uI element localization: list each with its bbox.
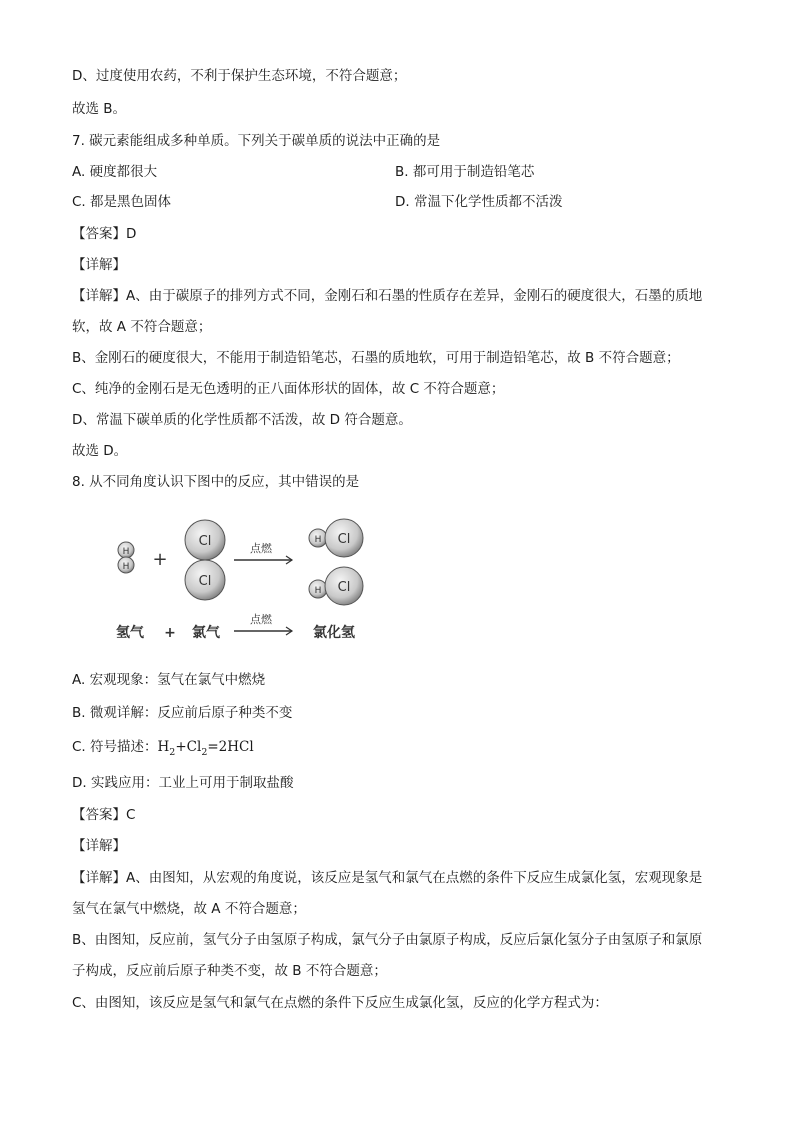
cl-atom-label: Cl: [198, 574, 212, 589]
hydrogen-molecule: [118, 542, 134, 573]
chemical-equation: $H_2+Cl_2=2HCl$: [157, 739, 254, 758]
question-7-answer: 【答案】D: [72, 226, 137, 242]
h-atom-label: H: [122, 562, 130, 572]
hcl-molecule: [309, 519, 363, 557]
text-line: 【详解】A、由图知，从宏观的角度说，该反应是氢气和氯气在点燃的条件下反应生成氯化氢，宏观现象是: [72, 870, 703, 886]
text-line: B、金刚石的硬度很大，不能用于制造铅笔芯，石墨的质地软，可用于制造铅笔芯，故 B 不符合题意；: [72, 350, 680, 366]
h-atom-label: H: [314, 586, 322, 596]
question-7-option-c: C. 都是黑色固体: [72, 194, 172, 210]
text-line: D、常温下碳单质的化学性质都不活泼，故 D 符合题意。: [72, 412, 412, 428]
condition-label: 点燃: [250, 613, 272, 626]
cl-atom-label: Cl: [337, 532, 351, 547]
chlorine-molecule: [185, 520, 225, 600]
question-8-option-c: [72, 737, 254, 759]
text-line: 【详解】A、由于碳原子的排列方式不同，金刚石和石墨的性质存在差异，金刚石的硬度很大，石墨的质地: [72, 288, 703, 304]
text-line: 氢气在氯气中燃烧，故 A 不符合题意；: [72, 901, 306, 917]
word-hydrogen: 氢气: [116, 625, 144, 641]
question-7-option-d: D. 常温下化学性质都不活泼: [395, 194, 563, 210]
word-plus: +: [164, 625, 176, 641]
question-7-option-a: A. 硬度都很大: [72, 164, 158, 180]
option-c-label: C. 符号描述：: [72, 739, 158, 755]
h-atom-label: H: [314, 535, 322, 545]
cl-atom-label: Cl: [337, 580, 351, 595]
text-line: C、由图知，该反应是氢气和氯气在点燃的条件下反应生成氯化氢，反应的化学方程式为：: [72, 995, 608, 1011]
text-line: 软，故 A 不符合题意；: [72, 319, 212, 335]
word-hydrogen-chloride: 氯化氢: [313, 625, 355, 641]
question-7-detail-heading: 【详解】: [72, 257, 126, 273]
text-line: B、由图知，反应前，氢气分子由氢原子构成，氯气分子由氯原子构成，反应后氯化氢分子由氢原子和氯原: [72, 932, 703, 948]
question-8-option-b: B. 微观详解：反应前后原子种类不变: [72, 705, 293, 721]
text-line: 故选 D。: [72, 443, 128, 459]
h-atom-label: H: [122, 547, 130, 557]
question-7-option-b: B. 都可用于制造铅笔芯: [395, 164, 535, 180]
cl-atom-label: Cl: [198, 534, 212, 549]
reaction-diagram: [108, 510, 370, 644]
condition-label: 点燃: [250, 542, 272, 555]
text-line: 故选 B。: [72, 101, 127, 117]
word-chlorine: 氯气: [192, 625, 220, 641]
question-8-answer: 【答案】C: [72, 807, 136, 823]
question-7-stem: 7. 碳元素能组成多种单质。下列关于碳单质的说法中正确的是: [72, 133, 441, 149]
word-equation: [116, 612, 356, 641]
text-line: 子构成，反应前后原子种类不变，故 B 不符合题意；: [72, 963, 387, 979]
question-8-stem: 8. 从不同角度认识下图中的反应，其中错误的是: [72, 474, 360, 490]
question-8-option-a: A. 宏观现象：氢气在氯气中燃烧: [72, 672, 266, 688]
plus-sign: +: [152, 549, 168, 570]
reaction-arrow: [234, 541, 292, 564]
question-8-detail-heading: 【详解】: [72, 838, 126, 854]
text-line: C、纯净的金刚石是无色透明的正八面体形状的固体，故 C 不符合题意；: [72, 381, 505, 397]
hcl-molecule: [309, 567, 363, 605]
text-line: D、过度使用农药，不利于保护生态环境，不符合题意；: [72, 68, 407, 84]
question-8-option-d: D. 实践应用：工业上可用于制取盐酸: [72, 775, 294, 791]
